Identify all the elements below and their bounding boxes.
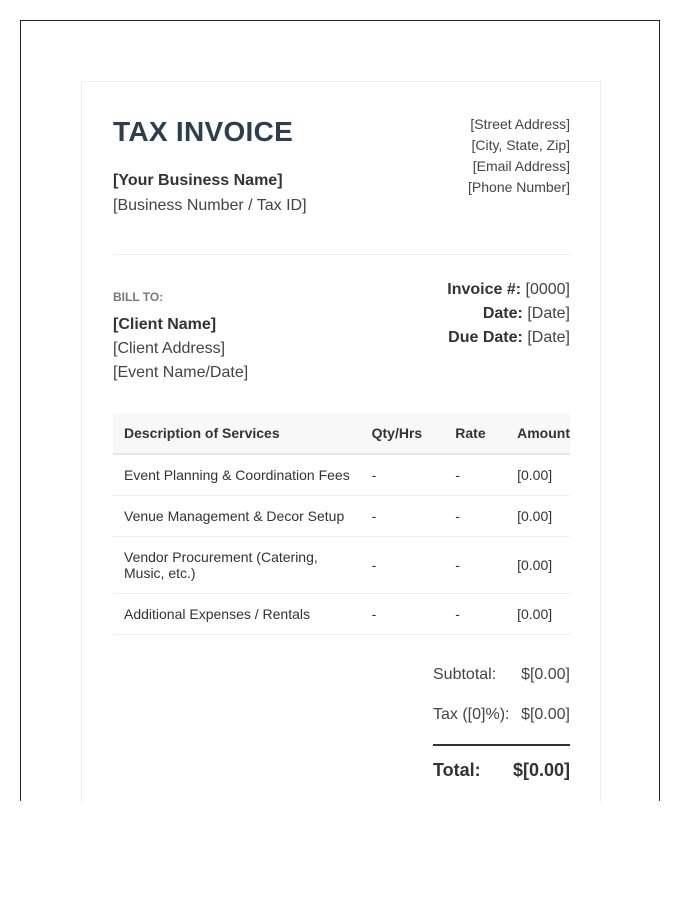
row-amount: [0.00] (506, 454, 570, 496)
row-qty: - (361, 594, 445, 635)
business-address (468, 114, 570, 198)
row-description: Vendor Procurement (Catering, Music, etc.) (113, 537, 361, 594)
row-qty: - (361, 454, 445, 496)
street-address: [Street Address] (470, 116, 570, 132)
business-id: [Business Number / Tax ID] (113, 197, 307, 214)
subtotal-label: Subtotal: (433, 666, 497, 683)
row-rate: - (444, 537, 506, 594)
client-block (113, 313, 248, 385)
header-divider (113, 254, 570, 255)
invoice-date-value: [Date] (527, 305, 570, 322)
row-rate: - (444, 594, 506, 635)
row-qty: - (361, 496, 445, 537)
row-description: Additional Expenses / Rentals (113, 594, 361, 635)
invoice-title: TAX INVOICE (113, 116, 294, 147)
phone-number: [Phone Number] (468, 179, 570, 195)
table-row (113, 496, 570, 537)
client-name: [Client Name] (113, 316, 217, 333)
table-header-row (113, 413, 570, 454)
due-date-value: [Date] (527, 329, 570, 346)
email-address: [Email Address] (472, 158, 570, 174)
col-header-amount: Amount (506, 413, 570, 454)
invoice-number-value: [0000] (525, 281, 570, 298)
invoice-meta (447, 278, 570, 350)
business-name: [Your Business Name] (113, 172, 283, 189)
row-description: Venue Management & Decor Setup (113, 496, 361, 537)
due-date-label: Due Date: (448, 329, 523, 346)
invoice-number-label: Invoice #: (447, 281, 522, 298)
invoice-date-label: Date: (482, 305, 523, 322)
event-name-date: [Event Name/Date] (113, 364, 249, 381)
services-table (113, 413, 570, 635)
table-row (113, 454, 570, 496)
total-label: Total: (433, 760, 481, 780)
table-row (113, 537, 570, 594)
subtotal-value: $[0.00] (521, 666, 570, 683)
row-qty: - (361, 537, 445, 594)
row-amount: [0.00] (506, 594, 570, 635)
city-state-zip: [City, State, Zip] (471, 137, 570, 153)
col-header-rate: Rate (444, 413, 506, 454)
col-header-description: Description of Services (113, 413, 361, 454)
row-rate: - (444, 496, 506, 537)
total-divider (433, 744, 570, 746)
invoice-date-line (447, 302, 570, 326)
col-header-qty: Qty/Hrs (361, 413, 445, 454)
total-value: $[0.00] (512, 760, 570, 780)
row-amount: [0.00] (506, 537, 570, 594)
client-address: [Client Address] (113, 340, 226, 357)
row-amount: [0.00] (506, 496, 570, 537)
tax-value: $[0.00] (521, 706, 570, 723)
table-row (113, 594, 570, 635)
row-description: Event Planning & Coordination Fees (113, 454, 361, 496)
page-bottom (0, 802, 700, 900)
bill-to-label: BILL TO: (113, 290, 164, 304)
tax-label: Tax ([0]%): (433, 706, 510, 723)
due-date-line (447, 326, 570, 350)
invoice-number-line (447, 278, 570, 302)
row-rate: - (444, 454, 506, 496)
